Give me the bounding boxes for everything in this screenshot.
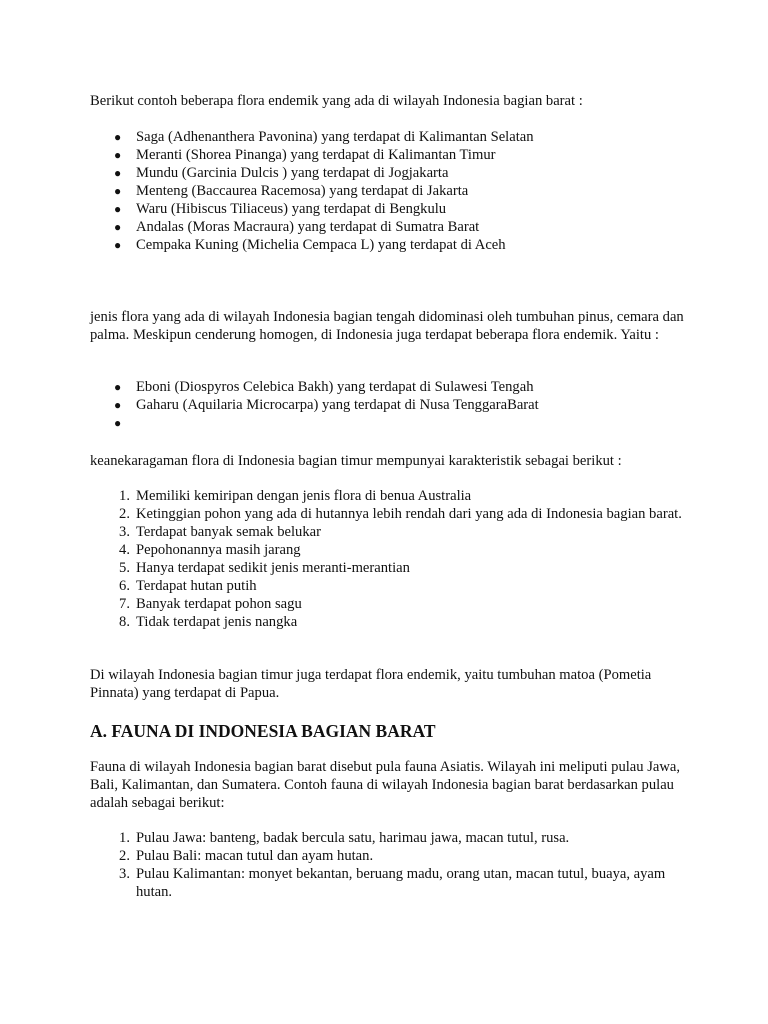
eastern-flora-list — [90, 487, 690, 631]
list-item: 3. Terdapat banyak semak belukar — [119, 524, 321, 540]
list-item: 5. Hanya terdapat sedikit jenis meranti-merantian — [119, 560, 410, 576]
bullet-icon: ● — [114, 130, 122, 144]
bullet-icon: ● — [114, 220, 122, 234]
western-flora-intro: Berikut contoh beberapa flora endemik yang ada di wilayah Indonesia bagian barat : — [90, 93, 583, 109]
list-item: ● Andalas (Moras Macraura) yang terdapat di Sumatra Barat — [114, 219, 480, 235]
central-flora-intro: jenis flora yang ada di wilayah Indonesia bagian tengah didominasi oleh tumbuhan pinus, cemara dan palma. Meskipun cenderung homogen, di Indonesia juga terdapat beberapa flora endemik. Yaitu : — [90, 309, 684, 343]
bullet-icon: ● — [114, 416, 122, 430]
list-item: 7. Banyak terdapat pohon sagu — [119, 596, 302, 612]
bullet-icon: ● — [114, 184, 122, 198]
list-item: 1. Memiliki kemiripan dengan jenis flora di benua Australia — [119, 488, 472, 504]
bullet-icon: ● — [114, 148, 122, 162]
bullet-icon: ● — [114, 398, 122, 412]
list-item: ● Waru (Hibiscus Tiliaceus) yang terdapat di Bengkulu — [114, 201, 447, 217]
list-item: ● Cempaka Kuning (Michelia Cempaca L) yang terdapat di Aceh — [114, 237, 506, 253]
list-item: ● Menteng (Baccaurea Racemosa) yang terdapat di Jakarta — [114, 183, 469, 199]
list-item: ● Saga (Adhenanthera Pavonina) yang terdapat di Kalimantan Selatan — [114, 129, 534, 145]
list-item: ● Eboni (Diospyros Celebica Bakh) yang terdapat di Sulawesi Tengah — [114, 379, 534, 395]
list-item: 3. Pulau Kalimantan: monyet bekantan, beruang madu, orang utan, macan tutul, buaya, ayam hutan. — [119, 866, 666, 900]
list-item: 6. Terdapat hutan putih — [119, 578, 257, 594]
eastern-flora-closing: Di wilayah Indonesia bagian timur juga terdapat flora endemik, yaitu tumbuhan matoa (Pometia Pinnata) yang terdapat di Papua. — [90, 667, 652, 701]
list-item: 1. Pulau Jawa: banteng, badak bercula satu, harimau jawa, macan tutul, rusa. — [119, 830, 570, 846]
western-flora-list — [90, 128, 690, 254]
list-item: ● Meranti (Shorea Pinanga) yang terdapat di Kalimantan Timur — [114, 147, 496, 163]
list-item: 4. Pepohonannya masih jarang — [119, 542, 301, 558]
fauna-list — [90, 829, 690, 901]
section-heading: A. FAUNA DI INDONESIA BAGIAN BARAT — [90, 721, 436, 741]
bullet-icon: ● — [114, 380, 122, 394]
bullet-icon: ● — [114, 202, 122, 216]
bullet-icon: ● — [114, 238, 122, 252]
bullet-icon: ● — [114, 166, 122, 180]
list-item: ● Mundu (Garcinia Dulcis ) yang terdapat di Jogjakarta — [114, 165, 449, 181]
eastern-flora-intro: keanekaragaman flora di Indonesia bagian timur mempunyai karakteristik sebagai berikut : — [90, 453, 622, 469]
list-item — [90, 414, 690, 432]
central-flora-list — [90, 378, 690, 432]
list-item: ● Gaharu (Aquilaria Microcarpa) yang terdapat di Nusa TenggaraBarat — [114, 397, 539, 413]
list-item: 2. Ketinggian pohon yang ada di hutannya lebih rendah dari yang ada di Indonesia bagian barat. — [119, 506, 682, 522]
fauna-intro: Fauna di wilayah Indonesia bagian barat disebut pula fauna Asiatis. Wilayah ini meliputi pulau Jawa, Bali, Kalimantan, dan Sumatera. Contoh fauna di wilayah Indonesia bagian barat berdasarkan pulau adalah sebagai berikut: — [90, 759, 681, 811]
list-item: 2. Pulau Bali: macan tutul dan ayam hutan. — [119, 848, 374, 864]
list-item: 8. Tidak terdapat jenis nangka — [119, 614, 298, 630]
